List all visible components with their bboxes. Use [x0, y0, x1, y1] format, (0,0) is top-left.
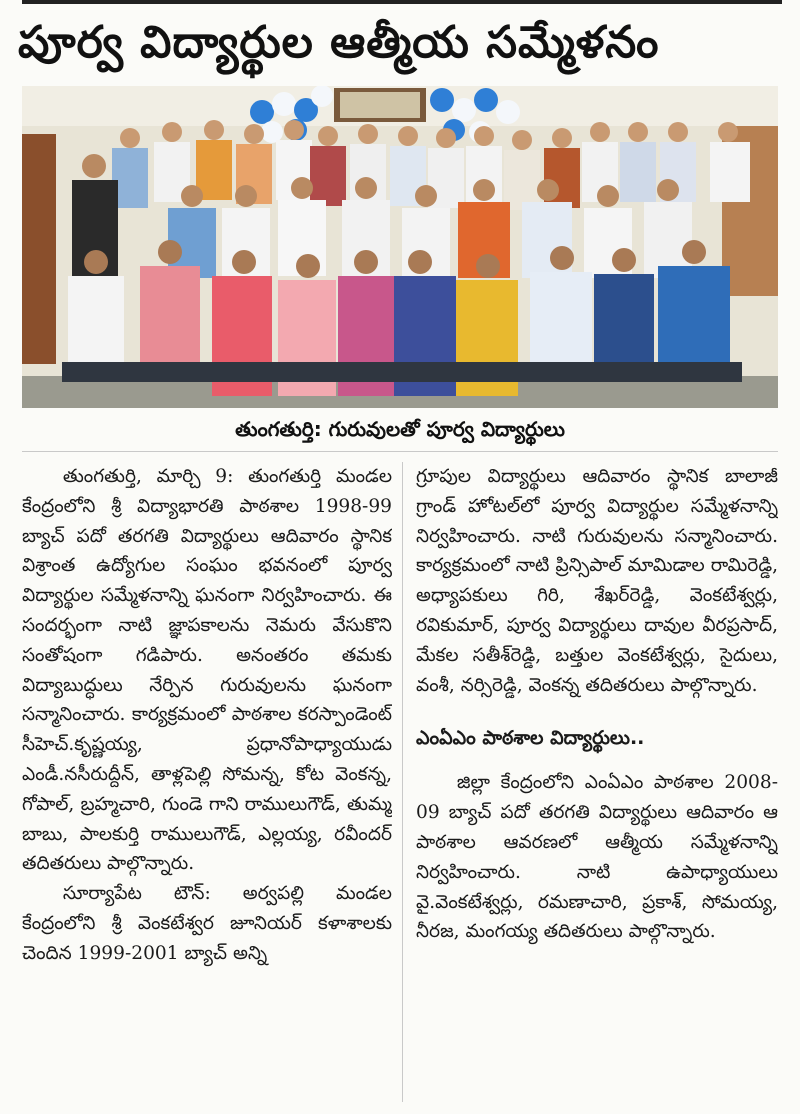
subheading-mam-school: ఎంఏఎం పాఠశాల విద్యార్థులు..	[416, 727, 645, 750]
article-column-left	[22, 462, 392, 1102]
column-divider	[402, 462, 403, 1102]
paragraph-suryapet-town: సూర్యాపేట టౌన్: అర్వపల్లి మండల కేంద్రంలోని శ్రీ వెంకటేశ్వర జూనియర్ కళాశాలకు చెందిన 1999-2001 బ్యాచ్ అన్ని	[22, 883, 392, 964]
photo-caption: తుంగతుర్తి: గురువులతో పూర్వ విద్యార్థులు	[235, 417, 565, 441]
group-photo-illustration	[22, 86, 778, 408]
paragraph-suryapet-continued: గ్రూపుల విద్యార్థులు ఆదివారం స్థానిక బాలాజీ గ్రాండ్ హోటల్‌లో పూర్వ విద్యార్థుల సమ్మేళనాన్ని నిర్వహించారు. నాటి గురువులను సన్మానించారు. కార్యక్రమంలో నాటి ప్రిన్సిపాల్ మామిడాల రామిరెడ్డి, అధ్యాపకులు గిరి, శేఖర్‌రెడ్డి, వెంకటేశ్వర్లు, రవికుమార్, పూర్వ విద్యార్థులు దావుల వీరప్రసాద్, మేకల సతీశ్‌రెడ్డి, బత్తుల వెంకటేశ్వర్లు, సైదులు, వంశీ, నర్సిరెడ్డి, వెంకన్న తదితరులు పాల్గొన్నారు.	[416, 466, 778, 696]
group-photo	[22, 86, 778, 408]
top-rule	[22, 0, 782, 4]
article-headline: పూర్వ విద్యార్థుల ఆత్మీయ సమ్మేళనం	[18, 17, 660, 68]
paragraph-thungathurthi: తుంగతుర్తి, మార్చి 9: తుంగతుర్తి మండల కేంద్రంలోని శ్రీ విద్యాభారతి పాఠశాల 1998-99 బ్యాచ్ పదో తరగతి విద్యార్థులు ఆదివారం స్థానిక విశ్రాంత ఉద్యోగుల సంఘం భవనంలో పూర్వ విద్యార్థుల సమ్మేళనాన్ని ఘనంగా నిర్వహించారు. ఈ సందర్భంగా నాటి జ్ఞాపకాలను నెమరు వేసుకొని సంతోషంగా గడిపారు. అనంతరం తమకు విద్యాబుద్ధులు నేర్పిన గురువులను ఘనంగా సన్మానించారు. కార్యక్రమంలో పాఠశాల కరస్పాండెంట్ సీహెచ్.కృష్ణయ్య, ప్రధానోపాధ్యాయుడు ఎండీ.నసీరుద్దీన్, తాళ్లపెల్లి సోమన్న, కోట వెంకన్న, గోపాల్, బ్రహ్మచారి, గుండె గాని రాములుగౌడ్, తుమ్మ బాబు, పాలకుర్తి రాములుగౌడ్, ఎల్లయ్య, రవీందర్ తదితరులు పాల్గొన్నారు.	[22, 466, 392, 875]
article-column-right	[416, 462, 778, 1102]
caption-rule	[22, 451, 778, 452]
paragraph-mam-school: జిల్లా కేంద్రంలోని ఎంఏఎం పాఠశాల 2008-09 బ్యాచ్ పదో తరగతి విద్యార్థులు ఆదివారం ఆ పాఠశాల ఆవరణలో ఆత్మీయ సమ్మేళనాన్ని నిర్వహించారు. నాటి ఉపాధ్యాయులు వై.వెంకటేశ్వర్లు, రమణాచారి, ప్రకాశ్, సోమయ్య, నీరజ, మంగయ్య తదితరులు పాల్గొన్నారు.	[416, 772, 778, 943]
